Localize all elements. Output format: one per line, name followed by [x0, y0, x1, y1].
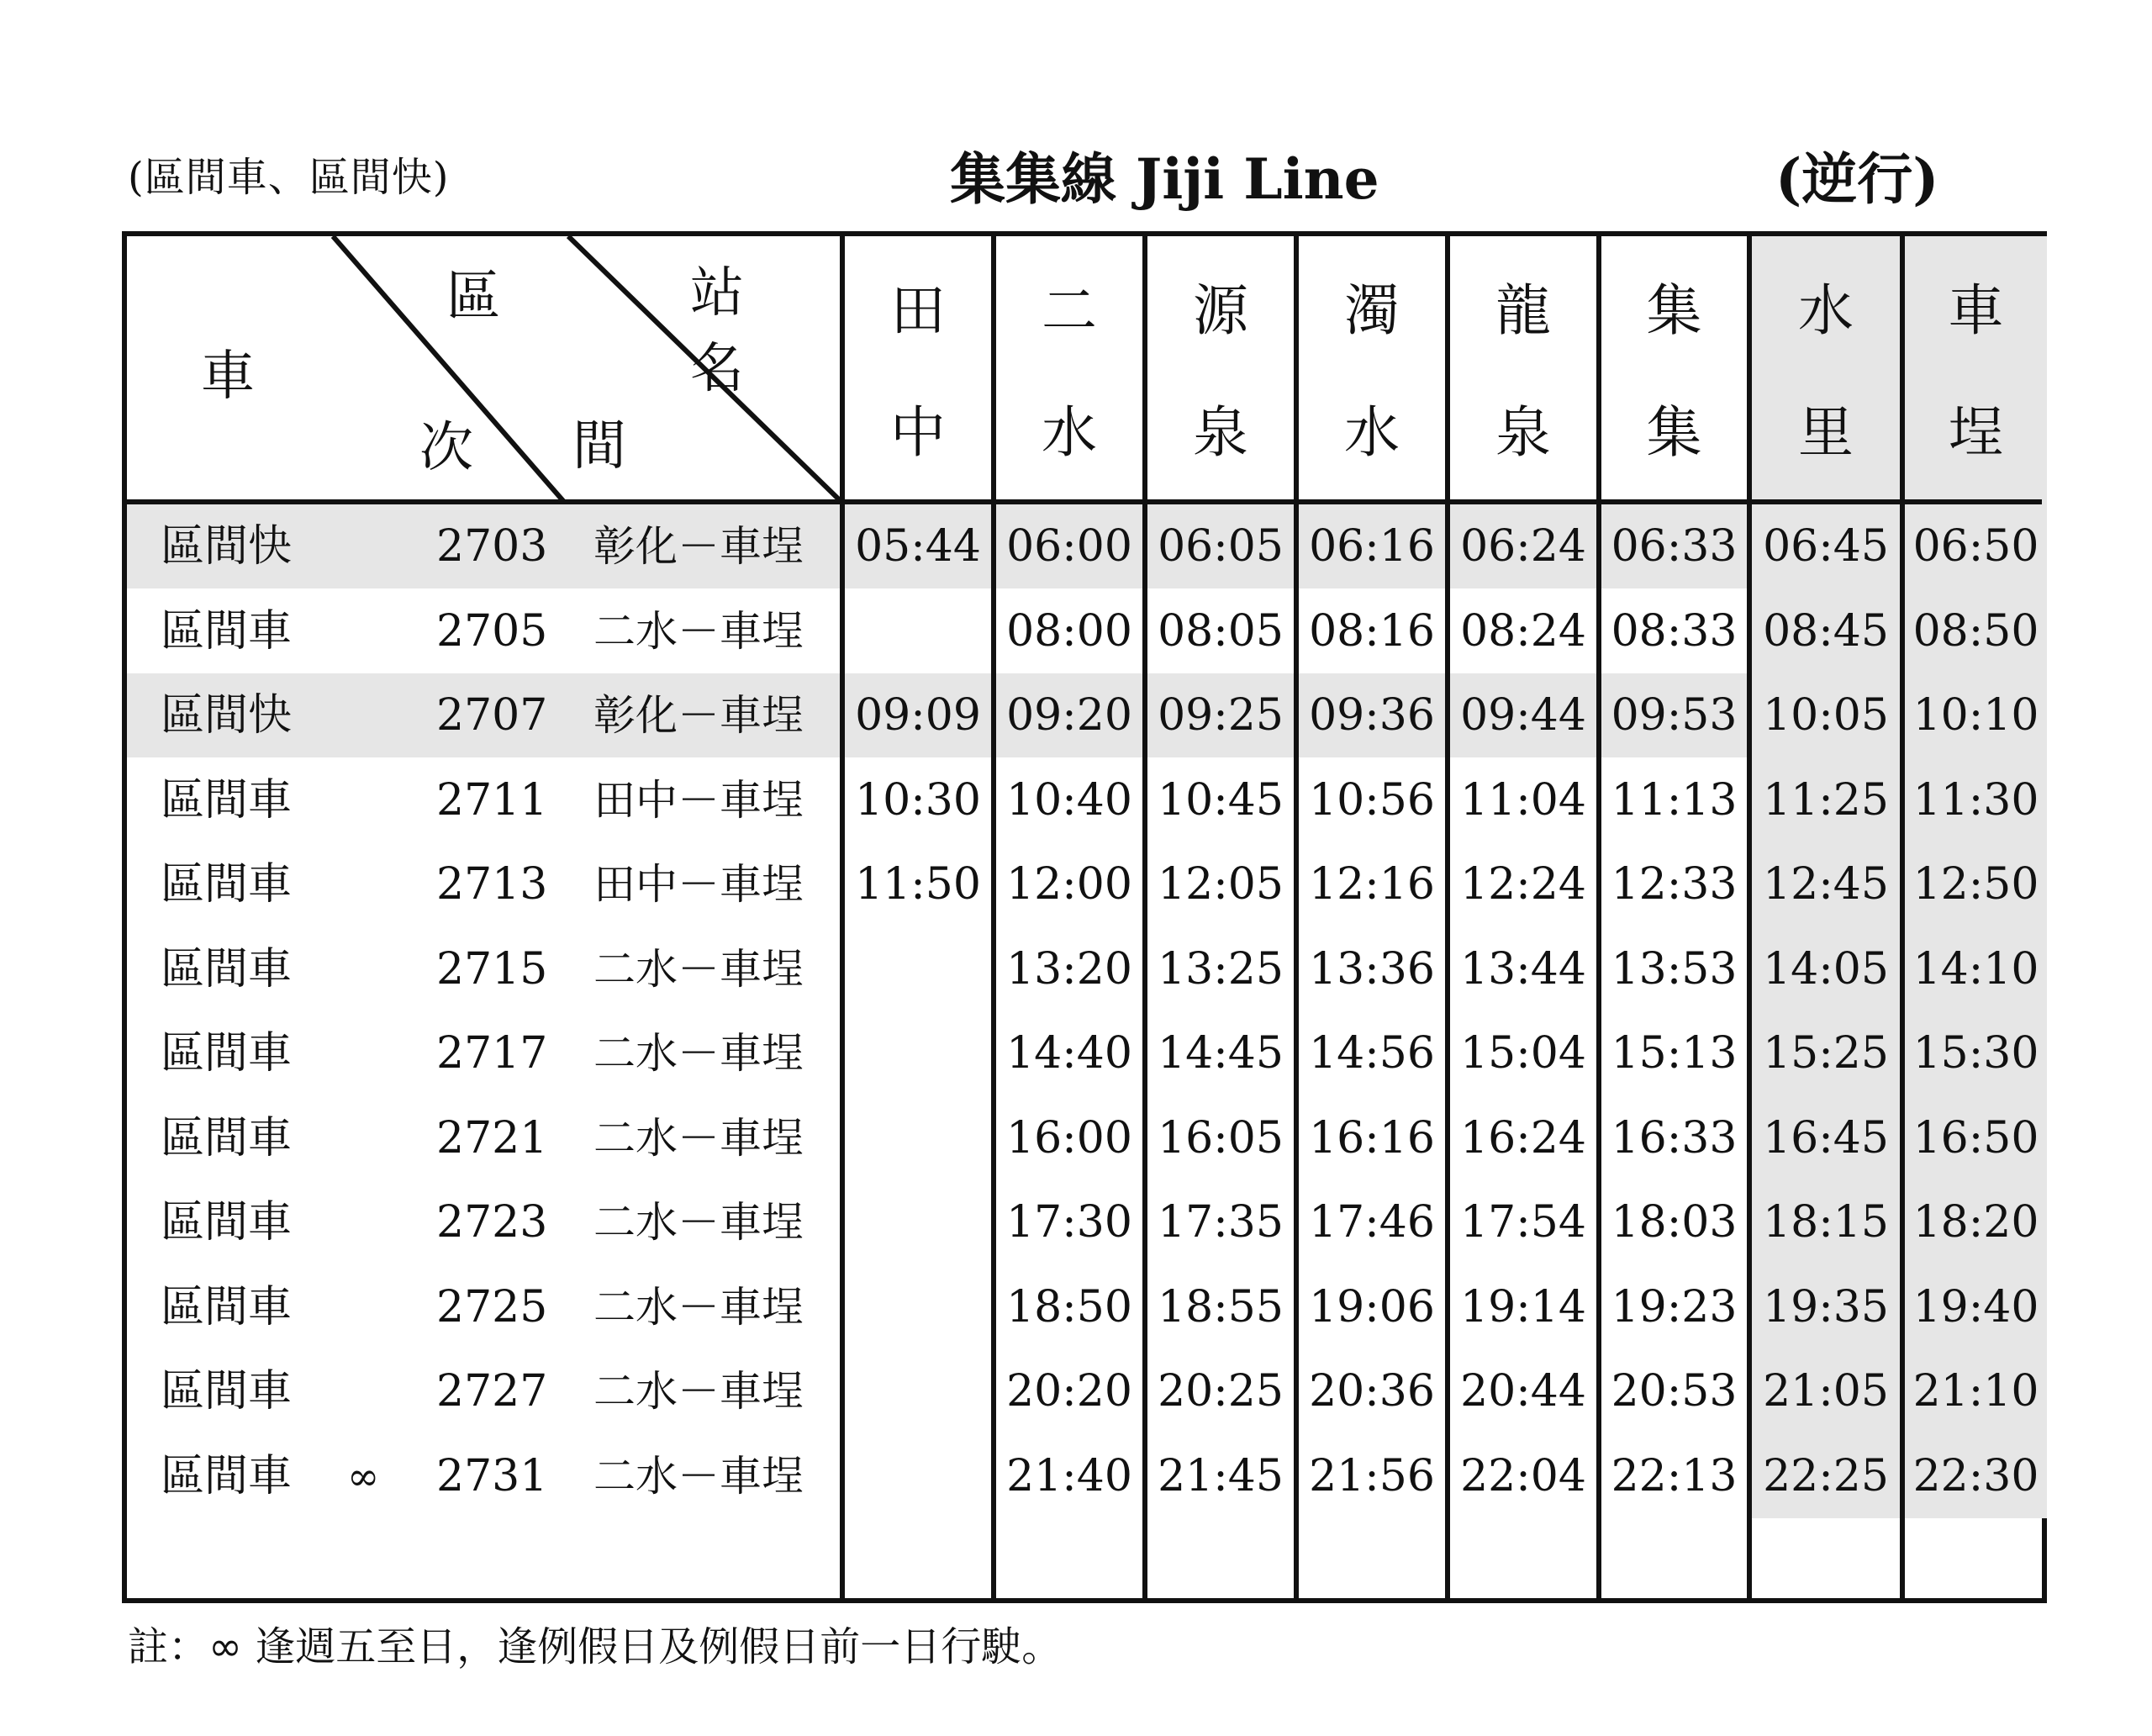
train-types-label: (區間車、區間快): [128, 154, 450, 201]
time-cell: 09:36: [1309, 690, 1435, 741]
train-route: 二水－車埕: [593, 1029, 804, 1078]
time-cell: 16:24: [1460, 1112, 1586, 1163]
direction-label: (逆行): [1775, 146, 1939, 212]
train-route: 二水－車埕: [593, 606, 804, 656]
time-cell: 21:40: [1006, 1450, 1132, 1501]
header-section-top-label: 區: [446, 266, 500, 328]
footnote: 註：∞ 逢週五至日，逢例假日及例假日前一日行駛。: [128, 1623, 1063, 1670]
time-cell: 21:56: [1309, 1450, 1435, 1501]
table-row: [127, 842, 2042, 926]
time-cell: 08:24: [1460, 605, 1586, 657]
table-row: [127, 673, 2042, 757]
time-cell: 06:05: [1158, 521, 1284, 572]
train-number: 2711: [436, 774, 548, 826]
time-cell: [845, 927, 991, 1011]
time-cell: 08:50: [1912, 605, 2039, 657]
station-name-2-1: 二: [1042, 278, 1097, 343]
train-type: 區間車: [161, 1197, 293, 1248]
station-name-5-1: 龍: [1495, 278, 1551, 343]
train-type: 區間車: [161, 943, 293, 995]
table-row: [127, 927, 2042, 1011]
time-cell: [845, 1180, 991, 1264]
time-cell: 16:50: [1912, 1112, 2039, 1163]
train-number: 2727: [436, 1366, 548, 1417]
train-route: 二水－車埕: [593, 944, 804, 994]
time-cell: 12:50: [1912, 859, 2039, 910]
time-cell: [845, 1434, 991, 1518]
time-cell: 14:40: [1006, 1028, 1132, 1079]
time-cell: 18:20: [1912, 1197, 2039, 1248]
time-cell: 10:45: [1158, 774, 1284, 826]
time-cell: 20:53: [1611, 1366, 1738, 1417]
time-cell: 17:30: [1006, 1197, 1132, 1248]
time-cell: 13:44: [1460, 943, 1586, 995]
time-cell: 08:33: [1611, 605, 1738, 657]
header-station-label-2: 名: [690, 338, 744, 400]
time-cell: 15:13: [1611, 1028, 1738, 1079]
table-row: [127, 1349, 2042, 1433]
service-mark: ∞: [347, 1453, 380, 1499]
train-number: 2725: [436, 1281, 548, 1332]
train-number: 2721: [436, 1112, 548, 1163]
table-row: [127, 504, 2042, 588]
table-row: [127, 589, 2042, 673]
train-route: 彰化－車埕: [593, 691, 804, 740]
time-cell: 06:00: [1006, 521, 1132, 572]
time-cell: 12:00: [1006, 859, 1132, 910]
time-cell: 19:06: [1309, 1281, 1435, 1332]
time-cell: 11:30: [1912, 774, 2039, 826]
train-route: 田中－車埕: [593, 860, 804, 909]
train-number: 2703: [436, 521, 548, 572]
column-divider: [991, 236, 996, 1598]
time-cell: 21:10: [1912, 1366, 2039, 1417]
time-cell: 15:04: [1460, 1028, 1586, 1079]
time-cell: 14:05: [1763, 943, 1889, 995]
train-number: 2731: [436, 1450, 548, 1501]
header-divider: [127, 499, 2042, 504]
time-cell: 19:23: [1611, 1281, 1738, 1332]
time-cell: 09:20: [1006, 690, 1132, 741]
time-cell: 12:24: [1460, 859, 1586, 910]
train-number: 2713: [436, 859, 548, 910]
time-cell: [845, 1349, 991, 1433]
train-type: 區間車: [161, 605, 293, 657]
time-cell: 11:13: [1611, 774, 1738, 826]
time-cell: 18:15: [1763, 1197, 1889, 1248]
time-cell: 20:36: [1309, 1366, 1435, 1417]
station-name-3-1: 源: [1193, 278, 1248, 343]
station-name-2-2: 水: [1042, 400, 1097, 465]
train-route: 田中－車埕: [593, 775, 804, 825]
column-divider: [1596, 236, 1601, 1598]
time-cell: 09:53: [1611, 690, 1738, 741]
column-divider: [1445, 236, 1450, 1598]
table-row: [127, 758, 2042, 842]
time-cell: 22:25: [1763, 1450, 1889, 1501]
train-type: 區間車: [161, 1028, 293, 1079]
train-type: 區間快: [161, 521, 293, 572]
train-type: 區間車: [161, 1366, 293, 1417]
station-name-7-2: 里: [1798, 400, 1854, 465]
train-route: 二水－車埕: [593, 1282, 804, 1332]
time-cell: 12:16: [1309, 859, 1435, 910]
time-cell: 13:53: [1611, 943, 1738, 995]
time-cell: 18:03: [1611, 1197, 1738, 1248]
train-number: 2723: [436, 1197, 548, 1248]
station-name-4-2: 水: [1344, 400, 1400, 465]
time-cell: 21:05: [1763, 1366, 1889, 1417]
time-cell: 13:36: [1309, 943, 1435, 995]
page-header: [0, 141, 2152, 212]
time-cell: 08:05: [1158, 605, 1284, 657]
time-cell: 08:16: [1309, 605, 1435, 657]
time-cell: 10:10: [1912, 690, 2039, 741]
time-cell: 06:50: [1912, 521, 2039, 572]
time-cell: 11:04: [1460, 774, 1586, 826]
time-cell: 05:44: [855, 521, 981, 572]
train-type: 區間車: [161, 1112, 293, 1163]
time-cell: 06:45: [1763, 521, 1889, 572]
time-cell: 16:05: [1158, 1112, 1284, 1163]
time-cell: 10:05: [1763, 690, 1889, 741]
train-route: 彰化－車埕: [593, 522, 804, 571]
time-cell: 13:20: [1006, 943, 1132, 995]
time-cell: 17:54: [1460, 1197, 1586, 1248]
time-cell: 16:33: [1611, 1112, 1738, 1163]
time-cell: 16:00: [1006, 1112, 1132, 1163]
time-cell: 17:46: [1309, 1197, 1435, 1248]
time-cell: 06:16: [1309, 521, 1435, 572]
train-type: 區間車: [161, 1450, 293, 1501]
time-cell: 20:44: [1460, 1366, 1586, 1417]
station-name-8-2: 埕: [1948, 400, 2004, 465]
time-cell: [845, 1265, 991, 1349]
time-cell: [845, 1096, 991, 1180]
time-cell: 15:30: [1912, 1028, 2039, 1079]
station-name-1-2: 中: [890, 400, 946, 465]
time-cell: 16:16: [1309, 1112, 1435, 1163]
station-name-6-1: 集: [1646, 278, 1702, 343]
column-divider: [1747, 236, 1752, 1598]
time-cell: 20:25: [1158, 1366, 1284, 1417]
time-cell: 22:13: [1611, 1450, 1738, 1501]
time-cell: [845, 589, 991, 673]
page-title: 集集線 Jiji Line: [950, 146, 1379, 212]
station-name-7-1: 水: [1798, 278, 1854, 343]
time-cell: 06:33: [1611, 521, 1738, 572]
table-row: [127, 1096, 2042, 1180]
time-cell: 20:20: [1006, 1366, 1132, 1417]
time-cell: 19:35: [1763, 1281, 1889, 1332]
time-cell: 18:55: [1158, 1281, 1284, 1332]
time-cell: 13:25: [1158, 943, 1284, 995]
header-section-bottom-label: 間: [572, 415, 626, 478]
time-cell: 11:25: [1763, 774, 1889, 826]
train-type: 區間快: [161, 690, 293, 741]
column-divider: [1142, 236, 1147, 1598]
time-cell: [845, 1011, 991, 1095]
time-cell: 09:09: [855, 690, 981, 741]
time-cell: 09:25: [1158, 690, 1284, 741]
time-cell: 10:56: [1309, 774, 1435, 826]
time-cell: 17:35: [1158, 1197, 1284, 1248]
time-cell: 08:45: [1763, 605, 1889, 657]
train-number: 2705: [436, 605, 548, 657]
train-route: 二水－車埕: [593, 1198, 804, 1247]
column-divider: [840, 236, 845, 1598]
time-cell: 10:30: [855, 774, 981, 826]
time-cell: 10:40: [1006, 774, 1132, 826]
train-number: 2715: [436, 943, 548, 995]
time-cell: 12:05: [1158, 859, 1284, 910]
station-name-1-1: 田: [890, 278, 946, 343]
train-number: 2707: [436, 690, 548, 741]
station-name-5-2: 泉: [1495, 400, 1551, 465]
time-cell: 14:45: [1158, 1028, 1284, 1079]
header-train-label: 車: [201, 346, 255, 408]
train-type: 區間車: [161, 774, 293, 826]
train-route: 二水－車埕: [593, 1451, 804, 1501]
time-cell: 08:00: [1006, 605, 1132, 657]
timetable: [122, 231, 2047, 1603]
table-row: [127, 1265, 2042, 1349]
station-name-6-2: 集: [1646, 400, 1702, 465]
table-row: [127, 1011, 2042, 1095]
column-divider: [1900, 236, 1905, 1598]
time-cell: 18:50: [1006, 1281, 1132, 1332]
time-cell: 14:56: [1309, 1028, 1435, 1079]
time-cell: 19:14: [1460, 1281, 1586, 1332]
time-cell: 12:45: [1763, 859, 1889, 910]
train-number: 2717: [436, 1028, 548, 1079]
time-cell: 16:45: [1763, 1112, 1889, 1163]
header-station-label-1: 站: [690, 262, 744, 325]
time-cell: 12:33: [1611, 859, 1738, 910]
train-route: 二水－車埕: [593, 1113, 804, 1163]
station-name-3-2: 泉: [1193, 400, 1248, 465]
train-type: 區間車: [161, 859, 293, 910]
column-divider: [1294, 236, 1299, 1598]
time-cell: 14:10: [1912, 943, 2039, 995]
station-name-8-1: 車: [1948, 278, 2004, 343]
time-cell: 22:04: [1460, 1450, 1586, 1501]
header-number-label: 次: [419, 417, 473, 479]
time-cell: 22:30: [1912, 1450, 2039, 1501]
train-route: 二水－車埕: [593, 1367, 804, 1416]
time-cell: 06:24: [1460, 521, 1586, 572]
time-cell: 11:50: [855, 859, 981, 910]
train-type: 區間車: [161, 1281, 293, 1332]
time-cell: 09:44: [1460, 690, 1586, 741]
time-cell: 15:25: [1763, 1028, 1889, 1079]
table-row: [127, 1434, 2042, 1518]
time-cell: 19:40: [1912, 1281, 2039, 1332]
time-cell: 21:45: [1158, 1450, 1284, 1501]
station-name-4-1: 濁: [1344, 278, 1400, 343]
table-row: [127, 1180, 2042, 1264]
